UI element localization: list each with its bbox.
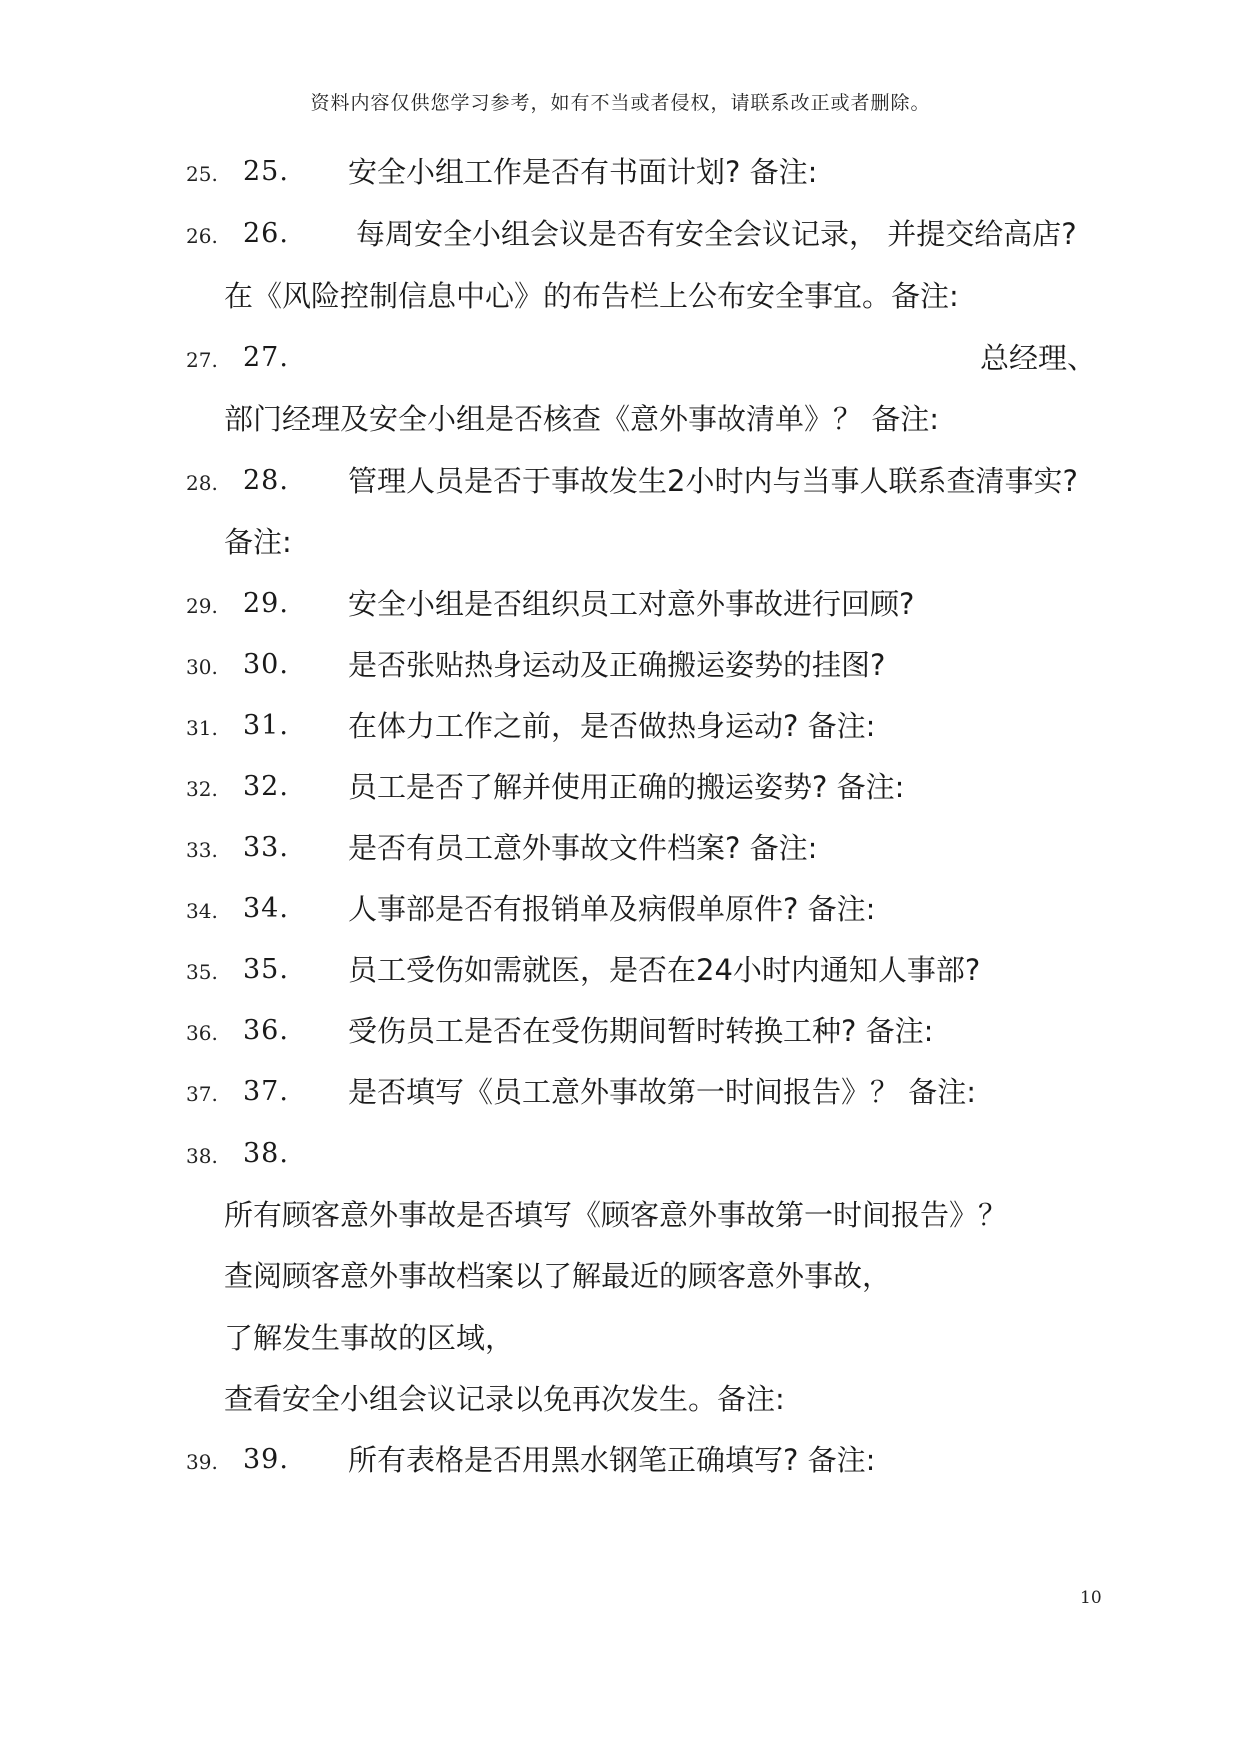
item-text: 员工是否了解并使用正确的搬运姿势? 备注: bbox=[348, 770, 905, 804]
item-text: 员工受伤如需就医，是否在24小时内通知人事部? bbox=[348, 953, 981, 987]
list-item-37 bbox=[0, 1072, 1241, 1112]
item-continuation-text: 所有顾客意外事故是否填写《顾客意外事故第一时间报告》？ bbox=[224, 1198, 1008, 1232]
inner-number: 26. bbox=[243, 218, 289, 249]
list-item-34 bbox=[0, 889, 1241, 929]
item-continuation-text: 在《风险控制信息中心》的布告栏上公布安全事宜。备注: bbox=[224, 279, 959, 313]
outer-number: 28. bbox=[186, 471, 218, 495]
inner-number: 31. bbox=[243, 710, 289, 741]
list-item-27-continuation bbox=[0, 399, 1241, 439]
item-text: 安全小组是否组织员工对意外事故进行回顾? bbox=[348, 587, 915, 621]
inner-number: 25. bbox=[243, 156, 289, 187]
inner-number: 27. bbox=[243, 342, 289, 373]
outer-number: 26. bbox=[186, 224, 218, 248]
list-item-28-continuation bbox=[0, 522, 1241, 562]
list-item-30 bbox=[0, 645, 1241, 685]
list-item-33 bbox=[0, 828, 1241, 868]
inner-number: 34. bbox=[243, 893, 289, 924]
outer-number: 35. bbox=[186, 960, 218, 984]
inner-number: 32. bbox=[243, 771, 289, 802]
inner-number: 39. bbox=[243, 1444, 289, 1475]
outer-number: 37. bbox=[186, 1082, 218, 1106]
inner-number: 33. bbox=[243, 832, 289, 863]
list-item-28 bbox=[0, 461, 1241, 501]
list-item-38-continuation bbox=[0, 1256, 1241, 1296]
list-item-25 bbox=[0, 152, 1241, 192]
item-continuation-text: 了解发生事故的区域， bbox=[224, 1321, 515, 1355]
list-item-26-continuation bbox=[0, 276, 1241, 316]
item-text: 受伤员工是否在受伤期间暂时转换工种? 备注: bbox=[348, 1014, 934, 1048]
outer-number: 31. bbox=[186, 716, 218, 740]
outer-number: 38. bbox=[186, 1144, 218, 1168]
outer-number: 36. bbox=[186, 1021, 218, 1045]
inner-number: 35. bbox=[243, 954, 289, 985]
item-text: 是否填写《员工意外事故第一时间报告》？ 备注: bbox=[348, 1075, 976, 1109]
item-text-right: 总经理、 bbox=[980, 341, 1097, 375]
inner-number: 36. bbox=[243, 1015, 289, 1046]
outer-number: 27. bbox=[186, 348, 218, 372]
item-continuation-text: 查看安全小组会议记录以免再次发生。备注: bbox=[224, 1382, 785, 1416]
item-text: 管理人员是否于事故发生2小时内与当事人联系查清事实? bbox=[348, 464, 1078, 498]
list-item-39 bbox=[0, 1440, 1241, 1480]
outer-number: 29. bbox=[186, 594, 218, 618]
outer-number: 32. bbox=[186, 777, 218, 801]
item-text: 所有表格是否用黑水钢笔正确填写? 备注: bbox=[348, 1443, 876, 1477]
item-text: 安全小组工作是否有书面计划? 备注: bbox=[348, 155, 818, 189]
item-continuation-text: 备注: bbox=[224, 525, 292, 559]
item-continuation-text: 查阅顾客意外事故档案以了解最近的顾客意外事故， bbox=[224, 1259, 892, 1293]
list-item-38-continuation bbox=[0, 1318, 1241, 1358]
list-item-38-continuation bbox=[0, 1379, 1241, 1419]
inner-number: 28. bbox=[243, 465, 289, 496]
disclaimer-header: 资料内容仅供您学习参考，如有不当或者侵权，请联系改正或者删除。 bbox=[310, 92, 931, 114]
outer-number: 34. bbox=[186, 899, 218, 923]
list-item-38 bbox=[0, 1134, 1241, 1174]
list-item-29 bbox=[0, 584, 1241, 624]
list-item-35 bbox=[0, 950, 1241, 990]
inner-number: 30. bbox=[243, 649, 289, 680]
page-number: 10 bbox=[1080, 1588, 1102, 1608]
list-item-26 bbox=[0, 214, 1241, 254]
inner-number: 29. bbox=[243, 588, 289, 619]
outer-number: 33. bbox=[186, 838, 218, 862]
outer-number: 39. bbox=[186, 1450, 218, 1474]
item-continuation-text: 部门经理及安全小组是否核查《意外事故清单》？ 备注: bbox=[224, 402, 939, 436]
list-item-31 bbox=[0, 706, 1241, 746]
item-text: 每周安全小组会议是否有安全会议记录， 并提交给高店? bbox=[356, 217, 1077, 251]
item-text: 在体力工作之前，是否做热身运动? 备注: bbox=[348, 709, 876, 743]
item-text: 是否张贴热身运动及正确搬运姿势的挂图? bbox=[348, 648, 886, 682]
outer-number: 30. bbox=[186, 655, 218, 679]
list-item-27 bbox=[0, 338, 1241, 378]
list-item-38-continuation bbox=[0, 1195, 1241, 1235]
inner-number: 37. bbox=[243, 1076, 289, 1107]
list-item-36 bbox=[0, 1011, 1241, 1051]
inner-number: 38. bbox=[243, 1138, 289, 1169]
item-text: 人事部是否有报销单及病假单原件? 备注: bbox=[348, 892, 876, 926]
item-text: 是否有员工意外事故文件档案? 备注: bbox=[348, 831, 818, 865]
list-item-32 bbox=[0, 767, 1241, 807]
outer-number: 25. bbox=[186, 162, 218, 186]
